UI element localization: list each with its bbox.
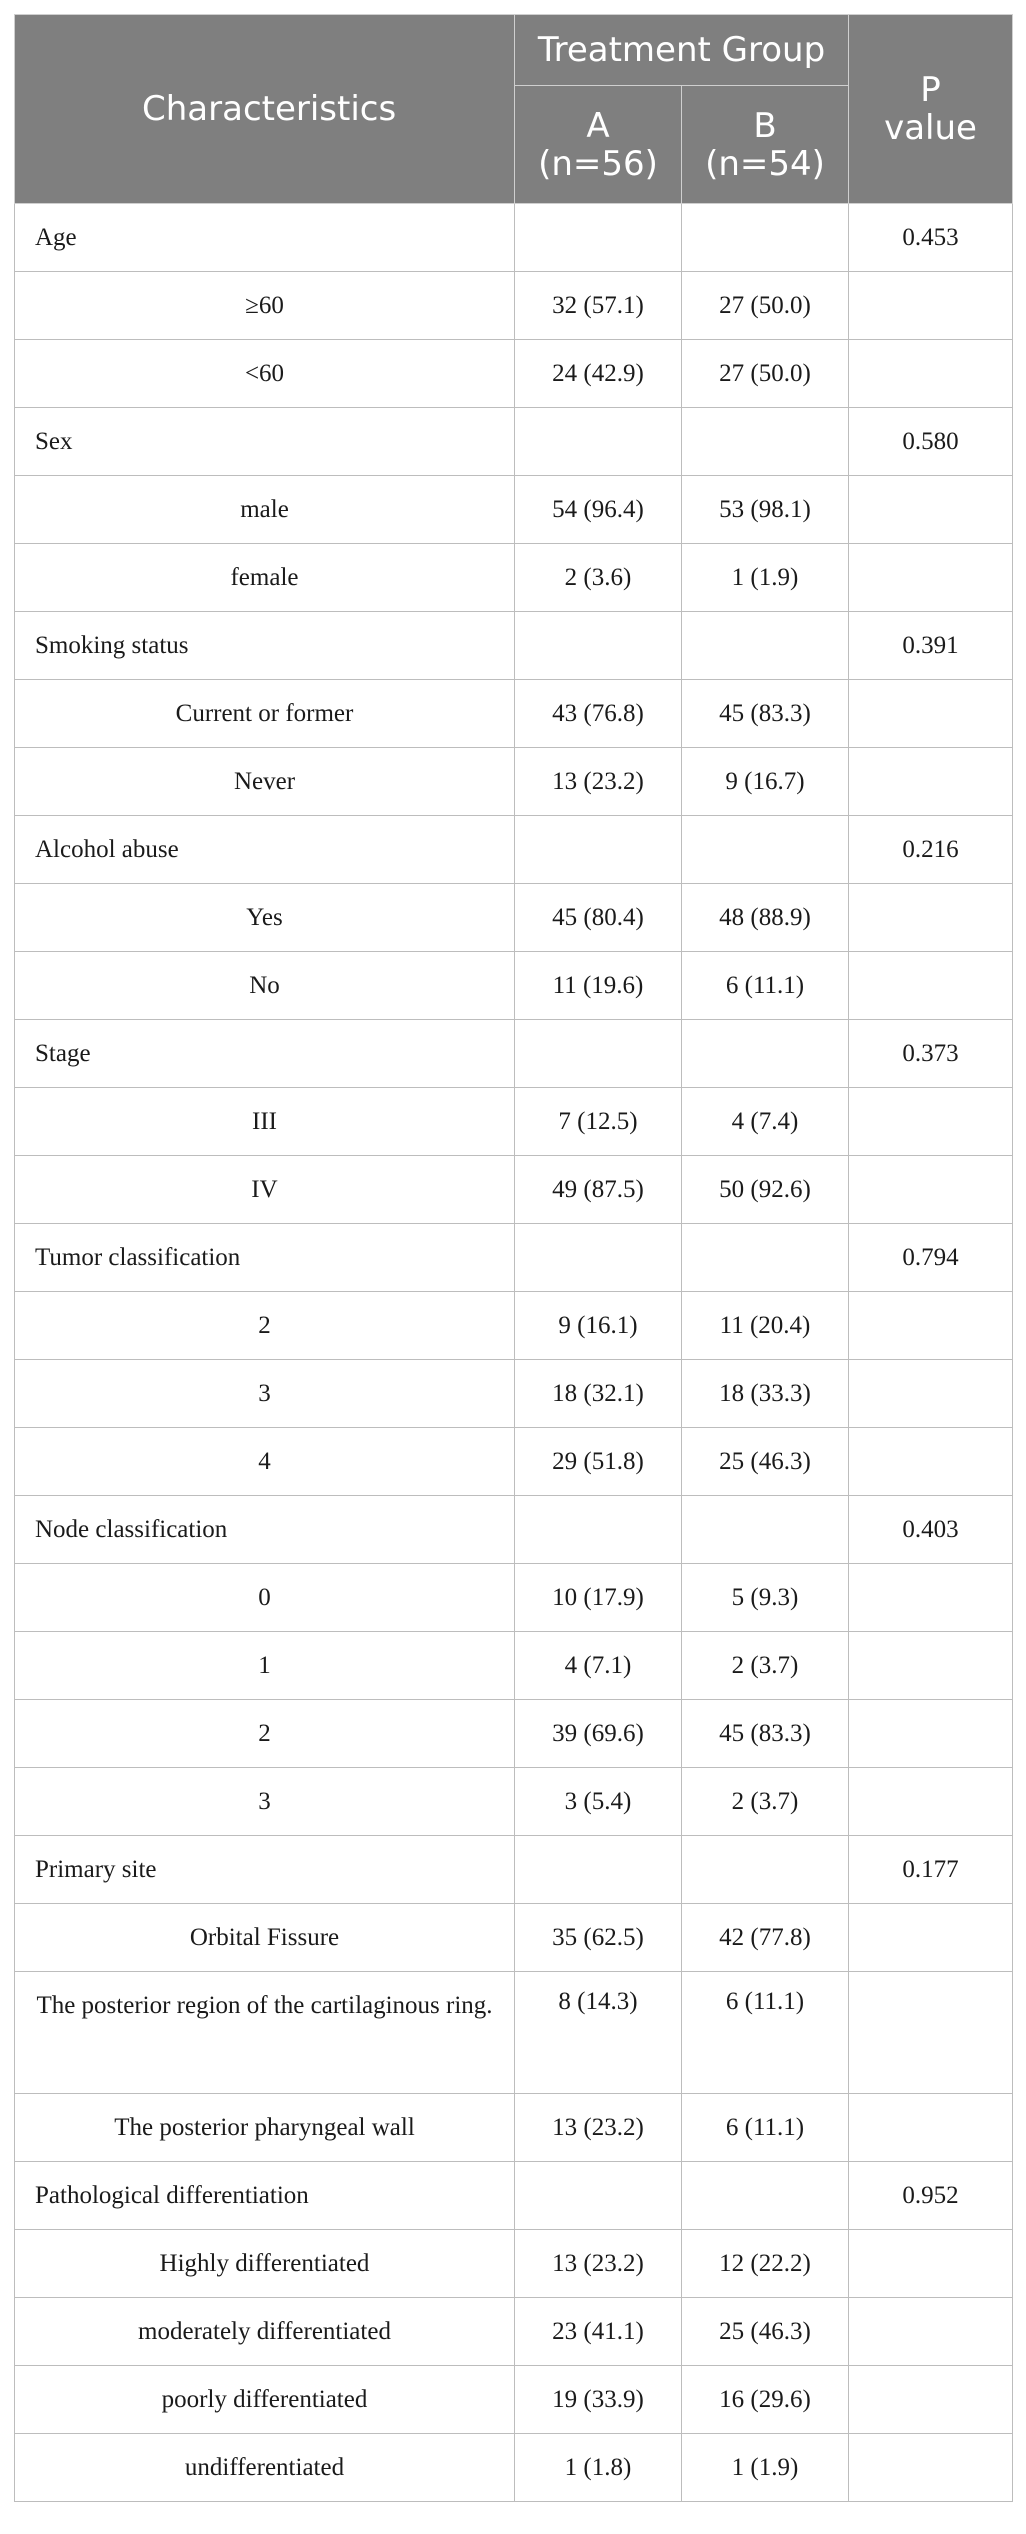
table-row <box>15 1904 1013 1972</box>
table-row <box>15 1972 1013 2094</box>
category-label: Node classification <box>15 1496 515 1564</box>
p-value <box>849 952 1013 1020</box>
header-group-b-name: B <box>753 105 777 146</box>
group-a-value: 9 (16.1) <box>515 1292 682 1360</box>
p-value <box>849 884 1013 952</box>
p-value <box>849 748 1013 816</box>
category-label: Age <box>15 204 515 272</box>
subcategory-label: The posterior pharyngeal wall <box>15 2094 515 2162</box>
table-row <box>15 612 1013 680</box>
category-label: Tumor classification <box>15 1224 515 1292</box>
category-label: Stage <box>15 1020 515 1088</box>
group-a-value: 4 (7.1) <box>515 1632 682 1700</box>
group-b-value: 2 (3.7) <box>682 1768 849 1836</box>
subcategory-label: 2 <box>15 1292 515 1360</box>
p-value <box>849 2094 1013 2162</box>
subcategory-label: female <box>15 544 515 612</box>
group-a-value: 19 (33.9) <box>515 2366 682 2434</box>
group-b-value: 25 (46.3) <box>682 1428 849 1496</box>
group-a-value: 32 (57.1) <box>515 272 682 340</box>
group-a-value <box>515 1496 682 1564</box>
group-a-value <box>515 1836 682 1904</box>
subcategory-label: 2 <box>15 1700 515 1768</box>
group-a-value: 13 (23.2) <box>515 748 682 816</box>
subcategory-label: Current or former <box>15 680 515 748</box>
p-value <box>849 476 1013 544</box>
p-value <box>849 1360 1013 1428</box>
group-b-value <box>682 2162 849 2230</box>
p-value <box>849 1428 1013 1496</box>
p-value: 0.580 <box>849 408 1013 476</box>
header-p-value <box>849 15 1013 204</box>
subcategory-label: 3 <box>15 1768 515 1836</box>
p-value <box>849 1768 1013 1836</box>
category-label: Smoking status <box>15 612 515 680</box>
group-b-value: 45 (83.3) <box>682 680 849 748</box>
group-b-value <box>682 816 849 884</box>
p-value <box>849 1564 1013 1632</box>
table-row <box>15 1292 1013 1360</box>
group-a-value <box>515 408 682 476</box>
group-a-value: 35 (62.5) <box>515 1904 682 1972</box>
group-b-value <box>682 1020 849 1088</box>
group-b-value: 4 (7.4) <box>682 1088 849 1156</box>
p-value <box>849 2434 1013 2502</box>
group-a-value <box>515 204 682 272</box>
group-a-value: 13 (23.2) <box>515 2230 682 2298</box>
group-a-value: 43 (76.8) <box>515 680 682 748</box>
table-row <box>15 272 1013 340</box>
subcategory-label: IV <box>15 1156 515 1224</box>
group-a-value: 3 (5.4) <box>515 1768 682 1836</box>
p-value <box>849 680 1013 748</box>
p-value: 0.177 <box>849 1836 1013 1904</box>
header-treatment-group: Treatment Group <box>515 15 849 86</box>
header-group-a-name: A <box>586 105 610 146</box>
group-a-value <box>515 612 682 680</box>
p-value: 0.216 <box>849 816 1013 884</box>
subcategory-label: male <box>15 476 515 544</box>
subcategory-label: 3 <box>15 1360 515 1428</box>
header-group-b-n: (n=54) <box>705 143 825 184</box>
table-row <box>15 1156 1013 1224</box>
p-value <box>849 272 1013 340</box>
header-p-value-line2: value <box>884 108 977 148</box>
table-row <box>15 1224 1013 1292</box>
subcategory-label: 4 <box>15 1428 515 1496</box>
group-b-value: 1 (1.9) <box>682 544 849 612</box>
table-row <box>15 476 1013 544</box>
table-header <box>15 15 1013 204</box>
group-b-value: 48 (88.9) <box>682 884 849 952</box>
table-row <box>15 2434 1013 2502</box>
header-characteristics: Characteristics <box>15 15 515 204</box>
subcategory-label: No <box>15 952 515 1020</box>
table-row <box>15 952 1013 1020</box>
group-b-value <box>682 204 849 272</box>
p-value <box>849 2230 1013 2298</box>
group-a-value: 1 (1.8) <box>515 2434 682 2502</box>
group-a-value: 11 (19.6) <box>515 952 682 1020</box>
subcategory-label: Yes <box>15 884 515 952</box>
p-value: 0.373 <box>849 1020 1013 1088</box>
group-a-value: 45 (80.4) <box>515 884 682 952</box>
header-group-a <box>515 86 682 204</box>
subcategory-label: <60 <box>15 340 515 408</box>
category-label: Alcohol abuse <box>15 816 515 884</box>
header-p-value-line1: P <box>920 70 941 110</box>
subcategory-label: Highly differentiated <box>15 2230 515 2298</box>
group-a-value: 24 (42.9) <box>515 340 682 408</box>
group-a-value: 2 (3.6) <box>515 544 682 612</box>
category-label: Sex <box>15 408 515 476</box>
table-row <box>15 544 1013 612</box>
p-value <box>849 340 1013 408</box>
group-a-value: 54 (96.4) <box>515 476 682 544</box>
group-a-value: 8 (14.3) <box>515 1972 682 2094</box>
group-a-value: 23 (41.1) <box>515 2298 682 2366</box>
p-value <box>849 1292 1013 1360</box>
p-value <box>849 1700 1013 1768</box>
group-b-value: 45 (83.3) <box>682 1700 849 1768</box>
group-a-value <box>515 1020 682 1088</box>
subcategory-label: ≥60 <box>15 272 515 340</box>
p-value <box>849 544 1013 612</box>
table-row <box>15 884 1013 952</box>
group-b-value: 6 (11.1) <box>682 952 849 1020</box>
subcategory-label: III <box>15 1088 515 1156</box>
subcategory-label: undifferentiated <box>15 2434 515 2502</box>
group-b-value: 6 (11.1) <box>682 2094 849 2162</box>
header-group-a-n: (n=56) <box>538 143 658 184</box>
characteristics-table <box>14 14 1013 2502</box>
p-value <box>849 1904 1013 1972</box>
table-row <box>15 204 1013 272</box>
subcategory-label: poorly differentiated <box>15 2366 515 2434</box>
category-label: Primary site <box>15 1836 515 1904</box>
table-row <box>15 748 1013 816</box>
group-b-value <box>682 1224 849 1292</box>
subcategory-label: Never <box>15 748 515 816</box>
group-a-value <box>515 2162 682 2230</box>
group-a-value <box>515 1224 682 1292</box>
group-b-value: 12 (22.2) <box>682 2230 849 2298</box>
p-value: 0.403 <box>849 1496 1013 1564</box>
group-b-value: 5 (9.3) <box>682 1564 849 1632</box>
group-a-value: 7 (12.5) <box>515 1088 682 1156</box>
p-value <box>849 2366 1013 2434</box>
group-b-value: 50 (92.6) <box>682 1156 849 1224</box>
subcategory-label: The posterior region of the cartilaginous ring. <box>15 1972 515 2094</box>
table-row <box>15 1700 1013 1768</box>
category-label: Pathological differentiation <box>15 2162 515 2230</box>
p-value: 0.453 <box>849 204 1013 272</box>
characteristics-table-container <box>14 14 1012 2502</box>
group-a-value <box>515 816 682 884</box>
p-value <box>849 2298 1013 2366</box>
table-row <box>15 1564 1013 1632</box>
table-row <box>15 816 1013 884</box>
header-group-b <box>682 86 849 204</box>
subcategory-label: moderately differentiated <box>15 2298 515 2366</box>
table-row <box>15 1360 1013 1428</box>
group-b-value <box>682 1496 849 1564</box>
p-value <box>849 1156 1013 1224</box>
subcategory-label: Orbital Fissure <box>15 1904 515 1972</box>
table-body <box>15 204 1013 2502</box>
table-row <box>15 680 1013 748</box>
table-row <box>15 340 1013 408</box>
group-a-value: 10 (17.9) <box>515 1564 682 1632</box>
group-b-value: 2 (3.7) <box>682 1632 849 1700</box>
table-row <box>15 1088 1013 1156</box>
table-row <box>15 2094 1013 2162</box>
p-value: 0.391 <box>849 612 1013 680</box>
table-row <box>15 2162 1013 2230</box>
p-value <box>849 1088 1013 1156</box>
group-b-value <box>682 612 849 680</box>
group-a-value: 39 (69.6) <box>515 1700 682 1768</box>
table-row <box>15 1632 1013 1700</box>
table-row <box>15 1020 1013 1088</box>
table-row <box>15 1768 1013 1836</box>
subcategory-label: 0 <box>15 1564 515 1632</box>
p-value <box>849 1632 1013 1700</box>
group-b-value: 53 (98.1) <box>682 476 849 544</box>
group-a-value: 13 (23.2) <box>515 2094 682 2162</box>
group-b-value: 25 (46.3) <box>682 2298 849 2366</box>
group-b-value: 42 (77.8) <box>682 1904 849 1972</box>
group-b-value: 1 (1.9) <box>682 2434 849 2502</box>
group-b-value: 27 (50.0) <box>682 340 849 408</box>
group-b-value: 18 (33.3) <box>682 1360 849 1428</box>
group-b-value <box>682 1836 849 1904</box>
group-b-value: 16 (29.6) <box>682 2366 849 2434</box>
subcategory-label: 1 <box>15 1632 515 1700</box>
table-row <box>15 2366 1013 2434</box>
group-a-value: 29 (51.8) <box>515 1428 682 1496</box>
table-row <box>15 1836 1013 1904</box>
p-value: 0.952 <box>849 2162 1013 2230</box>
group-b-value: 27 (50.0) <box>682 272 849 340</box>
group-b-value <box>682 408 849 476</box>
p-value <box>849 1972 1013 2094</box>
table-row <box>15 1496 1013 1564</box>
table-row <box>15 2298 1013 2366</box>
group-a-value: 18 (32.1) <box>515 1360 682 1428</box>
table-row <box>15 408 1013 476</box>
group-a-value: 49 (87.5) <box>515 1156 682 1224</box>
group-b-value: 6 (11.1) <box>682 1972 849 2094</box>
table-row <box>15 1428 1013 1496</box>
table-row <box>15 2230 1013 2298</box>
p-value: 0.794 <box>849 1224 1013 1292</box>
group-b-value: 9 (16.7) <box>682 748 849 816</box>
group-b-value: 11 (20.4) <box>682 1292 849 1360</box>
